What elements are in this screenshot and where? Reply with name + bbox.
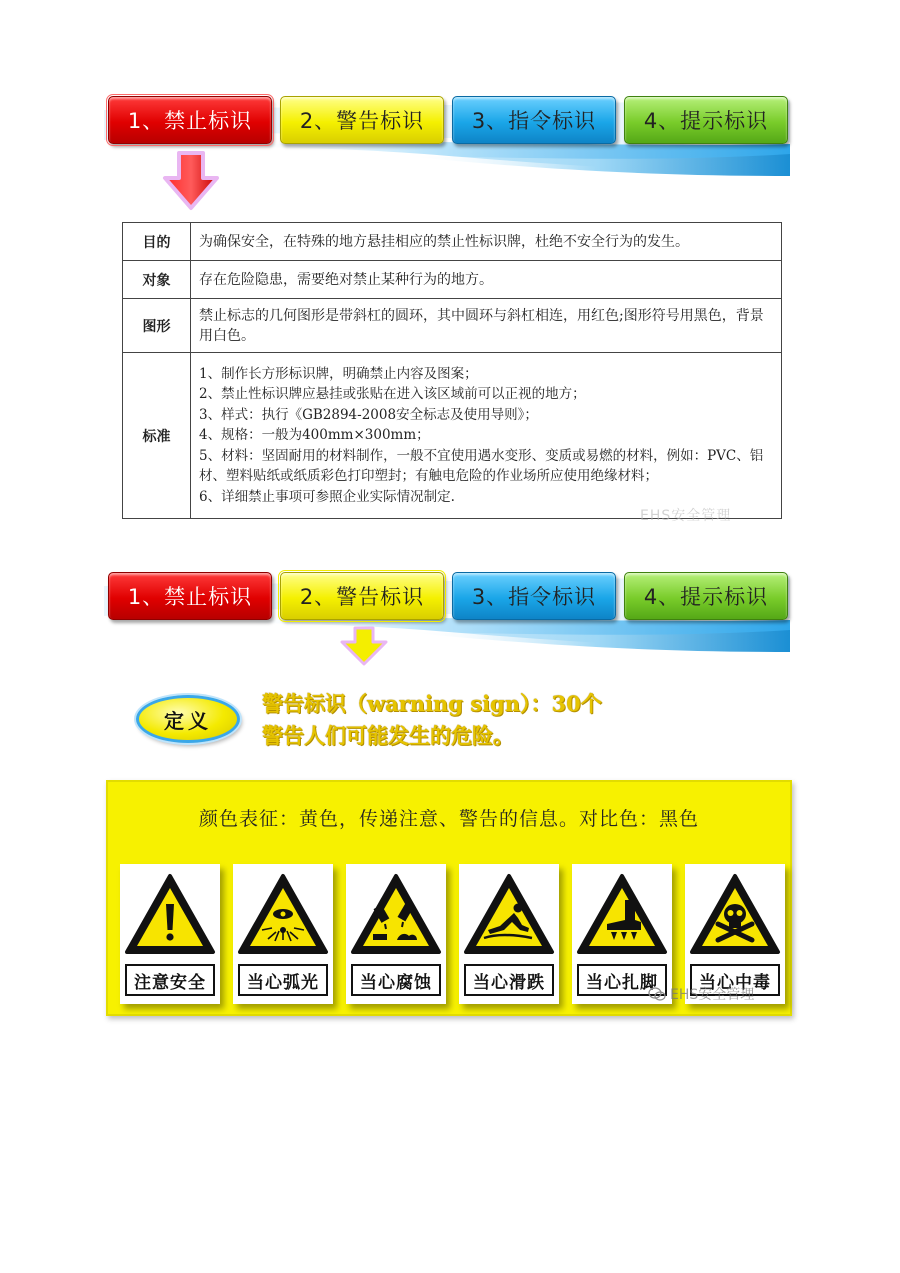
row-label: 图形 [123, 299, 191, 353]
arc-light-icon [236, 872, 330, 958]
corrosion-icon [349, 872, 443, 958]
tab-instruction[interactable]: 3、指令标识 [452, 572, 616, 620]
skull-poison-icon [688, 872, 782, 958]
sign-card [120, 864, 220, 1004]
standard-item: 5、材料：坚固耐用的材料制作，一般不宜使用遇水变形、变质或易燃的材料，例如：PVC、铝材、塑料贴纸或纸质彩色打印塑封；有触电危险的作业场所应使用绝缘材料； [199, 447, 764, 485]
row-content: 为确保安全，在特殊的地方悬挂相应的禁止性标识牌，杜绝不安全行为的发生。 [191, 223, 782, 261]
tab-prohibition[interactable]: 1、禁止标识 [108, 96, 272, 144]
sign-card [346, 864, 446, 1004]
sign-label: 当心中毒 [690, 964, 780, 996]
watermark-faint: EHS安全管理 [640, 508, 732, 524]
standard-item: 6、详细禁止事项可参照企业实际情况制定. [199, 488, 455, 505]
tab-prohibition[interactable]: 1、禁止标识 [108, 572, 272, 620]
standard-item: 3、样式：执行《GB2894-2008安全标志及使用导则》； [199, 406, 538, 423]
definition-text: 警告人们可能发生的危险。 [262, 723, 514, 748]
sign-card [459, 864, 559, 1004]
table-row [123, 353, 782, 519]
panel-title: 颜色表征：黄色，传递注意、警告的信息。对比色：黑色 [198, 808, 699, 830]
watermark [648, 983, 754, 1005]
row-label: 标准 [123, 353, 191, 519]
row-label: 对象 [123, 261, 191, 299]
foot-puncture-icon [575, 872, 669, 958]
standard-list [191, 353, 782, 519]
definition-title: 警告标识（warning sign）：30个 [262, 691, 602, 716]
sign-label: 当心腐蚀 [351, 964, 441, 996]
tab-warning[interactable]: 2、警告标识 [280, 96, 444, 144]
slip-icon [462, 872, 556, 958]
sign-label: 注意安全 [125, 964, 215, 996]
row-label: 目的 [123, 223, 191, 261]
sign-card [233, 864, 333, 1004]
row-content: 存在危险隐患，需要绝对禁止某种行为的地方。 [191, 261, 782, 299]
tab-warning[interactable]: 2、警告标识 [280, 572, 444, 620]
prohibition-info-table [122, 222, 782, 519]
standard-item: 1、制作长方形标识牌，明确禁止内容及图案； [199, 365, 478, 382]
arrow-down-yellow-icon [338, 626, 390, 666]
table-row [123, 299, 782, 353]
sign-label: 当心弧光 [238, 964, 328, 996]
arrow-down-red-icon [160, 150, 222, 212]
sign-label: 当心滑跌 [464, 964, 554, 996]
sign-label: 当心扎脚 [577, 964, 667, 996]
watermark-text: EHS安全管理 [670, 987, 755, 1003]
warning-signs-panel [106, 780, 792, 1016]
table-row [123, 223, 782, 261]
tab-notice[interactable]: 4、提示标识 [624, 96, 788, 144]
table-row [123, 261, 782, 299]
wechat-icon [648, 987, 666, 1001]
tab-instruction[interactable]: 3、指令标识 [452, 96, 616, 144]
standard-item: 4、规格：一般为400mm×300mm； [199, 427, 430, 444]
tab-notice[interactable]: 4、提示标识 [624, 572, 788, 620]
standard-item: 2、禁止性标识牌应悬挂或张贴在进入该区域前可以正视的地方； [199, 386, 586, 403]
exclamation-icon [123, 872, 217, 958]
row-content: 禁止标志的几何图形是带斜杠的圆环，其中圆环与斜杠相连，用红色;图形符号用黑色，背景用白色。 [191, 299, 782, 353]
bottom-tab-bar [104, 572, 790, 684]
definition-badge: 定义 [136, 695, 240, 743]
